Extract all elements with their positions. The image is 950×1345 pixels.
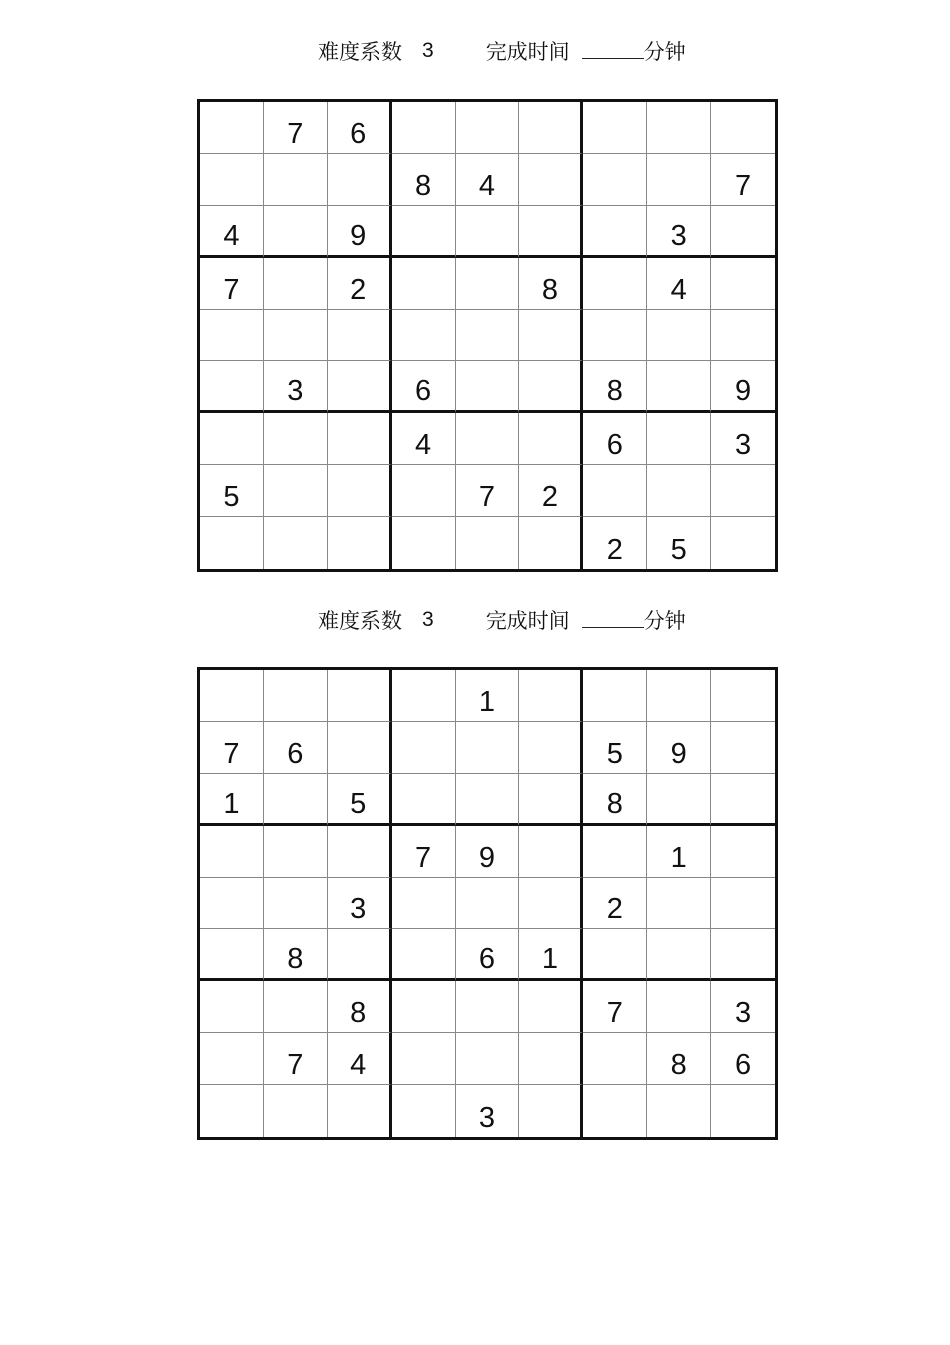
difficulty-value: 3 — [422, 608, 434, 631]
sudoku-cell: 7 — [456, 465, 520, 517]
puzzle-1-header — [318, 36, 686, 66]
sudoku-cell: 6 — [456, 929, 520, 981]
sudoku-cell: 6 — [264, 722, 328, 774]
sudoku-cell[interactable] — [711, 826, 775, 878]
sudoku-cell[interactable] — [264, 465, 328, 517]
sudoku-cell: 2 — [328, 258, 392, 310]
sudoku-cell[interactable] — [456, 310, 520, 362]
sudoku-cell: 7 — [583, 981, 647, 1033]
sudoku-cell[interactable] — [711, 722, 775, 774]
sudoku-cell[interactable] — [519, 310, 583, 362]
sudoku-cell: 5 — [328, 774, 392, 826]
sudoku-cell: 2 — [519, 465, 583, 517]
sudoku-cell: 9 — [647, 722, 711, 774]
sudoku-cell[interactable] — [583, 1085, 647, 1137]
sudoku-cell[interactable] — [328, 465, 392, 517]
sudoku-cell[interactable] — [200, 1085, 264, 1137]
sudoku-cell[interactable] — [519, 670, 583, 722]
time-label: 完成时间 — [485, 40, 570, 64]
sudoku-cell[interactable] — [647, 981, 711, 1033]
sudoku-cell[interactable] — [200, 1033, 264, 1085]
sudoku-cell[interactable] — [456, 517, 520, 569]
sudoku-cell[interactable] — [200, 981, 264, 1033]
sudoku-cell[interactable] — [711, 517, 775, 569]
sudoku-cell: 8 — [392, 154, 456, 206]
sudoku-cell[interactable] — [519, 102, 583, 154]
sudoku-cell: 3 — [647, 206, 711, 258]
sudoku-cell: 4 — [328, 1033, 392, 1085]
sudoku-cell[interactable] — [456, 413, 520, 465]
sudoku-cell[interactable] — [392, 774, 456, 826]
sudoku-cell[interactable] — [264, 258, 328, 310]
sudoku-cell[interactable] — [328, 826, 392, 878]
sudoku-cell[interactable] — [264, 154, 328, 206]
sudoku-cell[interactable] — [264, 826, 328, 878]
sudoku-cell[interactable] — [200, 878, 264, 930]
sudoku-cell[interactable] — [456, 102, 520, 154]
sudoku-cell[interactable] — [200, 929, 264, 981]
sudoku-cell[interactable] — [519, 722, 583, 774]
sudoku-cell[interactable] — [328, 413, 392, 465]
sudoku-cell: 7 — [264, 102, 328, 154]
sudoku-cell[interactable] — [392, 517, 456, 569]
sudoku-cell: 8 — [328, 981, 392, 1033]
sudoku-cell[interactable] — [328, 670, 392, 722]
sudoku-cell[interactable] — [711, 774, 775, 826]
sudoku-cell: 5 — [647, 517, 711, 569]
sudoku-cell[interactable] — [456, 1033, 520, 1085]
sudoku-cell: 7 — [264, 1033, 328, 1085]
sudoku-cell[interactable] — [392, 722, 456, 774]
sudoku-cell[interactable] — [200, 310, 264, 362]
sudoku-cell: 9 — [456, 826, 520, 878]
difficulty-label: 难度系数 — [318, 609, 402, 633]
sudoku-cell: 8 — [583, 774, 647, 826]
sudoku-cell: 4 — [456, 154, 520, 206]
sudoku-cell[interactable] — [647, 361, 711, 413]
sudoku-cell[interactable] — [200, 517, 264, 569]
sudoku-cell[interactable] — [519, 413, 583, 465]
sudoku-cell[interactable] — [200, 361, 264, 413]
sudoku-cell[interactable] — [264, 1085, 328, 1137]
sudoku-cell[interactable] — [328, 929, 392, 981]
sudoku-grid-2 — [197, 667, 778, 1140]
sudoku-cell[interactable] — [456, 981, 520, 1033]
sudoku-cell[interactable] — [519, 1085, 583, 1137]
sudoku-cell[interactable] — [200, 102, 264, 154]
sudoku-cell: 2 — [583, 878, 647, 930]
sudoku-cell: 7 — [200, 258, 264, 310]
sudoku-cell[interactable] — [583, 154, 647, 206]
difficulty-value: 3 — [422, 39, 434, 62]
sudoku-cell: 4 — [392, 413, 456, 465]
time-unit: 分钟 — [643, 609, 686, 633]
sudoku-cell[interactable] — [711, 1085, 775, 1137]
sudoku-cell[interactable] — [456, 206, 520, 258]
sudoku-cell: 5 — [200, 465, 264, 517]
sudoku-cell: 6 — [583, 413, 647, 465]
sudoku-cell[interactable] — [711, 206, 775, 258]
sudoku-cell[interactable] — [392, 310, 456, 362]
sudoku-cell[interactable] — [328, 154, 392, 206]
sudoku-cell: 6 — [328, 102, 392, 154]
sudoku-cell[interactable] — [711, 102, 775, 154]
sudoku-cell: 6 — [392, 361, 456, 413]
time-label: 完成时间 — [485, 609, 570, 633]
time-unit: 分钟 — [643, 40, 686, 64]
sudoku-cell[interactable] — [519, 774, 583, 826]
sudoku-cell[interactable] — [583, 102, 647, 154]
sudoku-cell: 7 — [711, 154, 775, 206]
sudoku-cell[interactable] — [519, 517, 583, 569]
sudoku-cell[interactable] — [264, 981, 328, 1033]
sudoku-cell[interactable] — [647, 670, 711, 722]
sudoku-cell[interactable] — [200, 413, 264, 465]
sudoku-cell[interactable] — [519, 154, 583, 206]
sudoku-cell[interactable] — [583, 465, 647, 517]
sudoku-cell: 2 — [583, 517, 647, 569]
sudoku-cell[interactable] — [264, 878, 328, 930]
sudoku-cell: 3 — [264, 361, 328, 413]
sudoku-cell[interactable] — [328, 361, 392, 413]
sudoku-cell: 1 — [200, 774, 264, 826]
sudoku-cell[interactable] — [328, 722, 392, 774]
sudoku-cell: 5 — [583, 722, 647, 774]
sudoku-cell[interactable] — [647, 878, 711, 930]
sudoku-cell[interactable] — [328, 1085, 392, 1137]
sudoku-cell[interactable] — [328, 517, 392, 569]
sudoku-cell[interactable] — [264, 310, 328, 362]
sudoku-cell[interactable] — [711, 878, 775, 930]
sudoku-cell[interactable] — [711, 258, 775, 310]
sudoku-cell: 4 — [647, 258, 711, 310]
sudoku-cell: 4 — [200, 206, 264, 258]
sudoku-cell: 8 — [647, 1033, 711, 1085]
sudoku-cell[interactable] — [647, 154, 711, 206]
sudoku-cell[interactable] — [456, 722, 520, 774]
sudoku-cell[interactable] — [392, 670, 456, 722]
sudoku-cell[interactable] — [519, 878, 583, 930]
sudoku-cell[interactable] — [264, 774, 328, 826]
time-blank[interactable] — [582, 40, 644, 59]
sudoku-cell[interactable] — [583, 206, 647, 258]
sudoku-cell[interactable] — [264, 517, 328, 569]
sudoku-cell[interactable] — [456, 774, 520, 826]
time-blank[interactable] — [582, 609, 644, 628]
sudoku-cell: 1 — [647, 826, 711, 878]
sudoku-cell[interactable] — [711, 465, 775, 517]
sudoku-cell: 7 — [200, 722, 264, 774]
sudoku-cell: 9 — [328, 206, 392, 258]
puzzle-2-header — [318, 605, 686, 635]
sudoku-cell[interactable] — [456, 878, 520, 930]
sudoku-cell: 1 — [519, 929, 583, 981]
sudoku-cell[interactable] — [583, 826, 647, 878]
sudoku-cell[interactable] — [392, 258, 456, 310]
sudoku-cell[interactable] — [392, 1033, 456, 1085]
sudoku-cell[interactable] — [392, 465, 456, 517]
sudoku-cell[interactable] — [456, 361, 520, 413]
sudoku-cell: 3 — [328, 878, 392, 930]
sudoku-cell[interactable] — [711, 310, 775, 362]
sudoku-cell[interactable] — [392, 1085, 456, 1137]
sudoku-cell: 9 — [711, 361, 775, 413]
sudoku-cell[interactable] — [392, 206, 456, 258]
sudoku-cell[interactable] — [583, 929, 647, 981]
sudoku-cell[interactable] — [264, 670, 328, 722]
sudoku-cell[interactable] — [328, 310, 392, 362]
sudoku-grid-1 — [197, 99, 778, 572]
sudoku-cell[interactable] — [392, 981, 456, 1033]
sudoku-cell[interactable] — [647, 929, 711, 981]
sudoku-cell[interactable] — [264, 413, 328, 465]
sudoku-cell: 8 — [583, 361, 647, 413]
sudoku-cell: 3 — [711, 981, 775, 1033]
sudoku-cell[interactable] — [392, 878, 456, 930]
sudoku-cell[interactable] — [200, 826, 264, 878]
sudoku-cell[interactable] — [647, 774, 711, 826]
sudoku-cell: 3 — [456, 1085, 520, 1137]
sudoku-cell[interactable] — [583, 258, 647, 310]
sudoku-cell[interactable] — [711, 670, 775, 722]
sudoku-cell: 3 — [711, 413, 775, 465]
sudoku-cell[interactable] — [519, 826, 583, 878]
sudoku-cell[interactable] — [711, 929, 775, 981]
sudoku-cell[interactable] — [647, 102, 711, 154]
sudoku-cell[interactable] — [392, 929, 456, 981]
sudoku-cell[interactable] — [647, 465, 711, 517]
sudoku-cell[interactable] — [200, 670, 264, 722]
sudoku-cell[interactable] — [392, 102, 456, 154]
sudoku-cell[interactable] — [519, 1033, 583, 1085]
sudoku-cell[interactable] — [583, 310, 647, 362]
sudoku-cell: 1 — [456, 670, 520, 722]
sudoku-cell[interactable] — [647, 1085, 711, 1137]
difficulty-label: 难度系数 — [318, 40, 402, 64]
sudoku-cell[interactable] — [583, 1033, 647, 1085]
sudoku-cell: 6 — [711, 1033, 775, 1085]
sudoku-cell[interactable] — [200, 154, 264, 206]
sudoku-cell[interactable] — [647, 413, 711, 465]
sudoku-cell[interactable] — [519, 361, 583, 413]
sudoku-cell: 8 — [519, 258, 583, 310]
sudoku-cell[interactable] — [519, 981, 583, 1033]
sudoku-cell: 8 — [264, 929, 328, 981]
sudoku-cell[interactable] — [647, 310, 711, 362]
sudoku-cell[interactable] — [264, 206, 328, 258]
sudoku-cell: 7 — [392, 826, 456, 878]
sudoku-cell[interactable] — [456, 258, 520, 310]
sudoku-cell[interactable] — [583, 670, 647, 722]
sudoku-cell[interactable] — [519, 206, 583, 258]
